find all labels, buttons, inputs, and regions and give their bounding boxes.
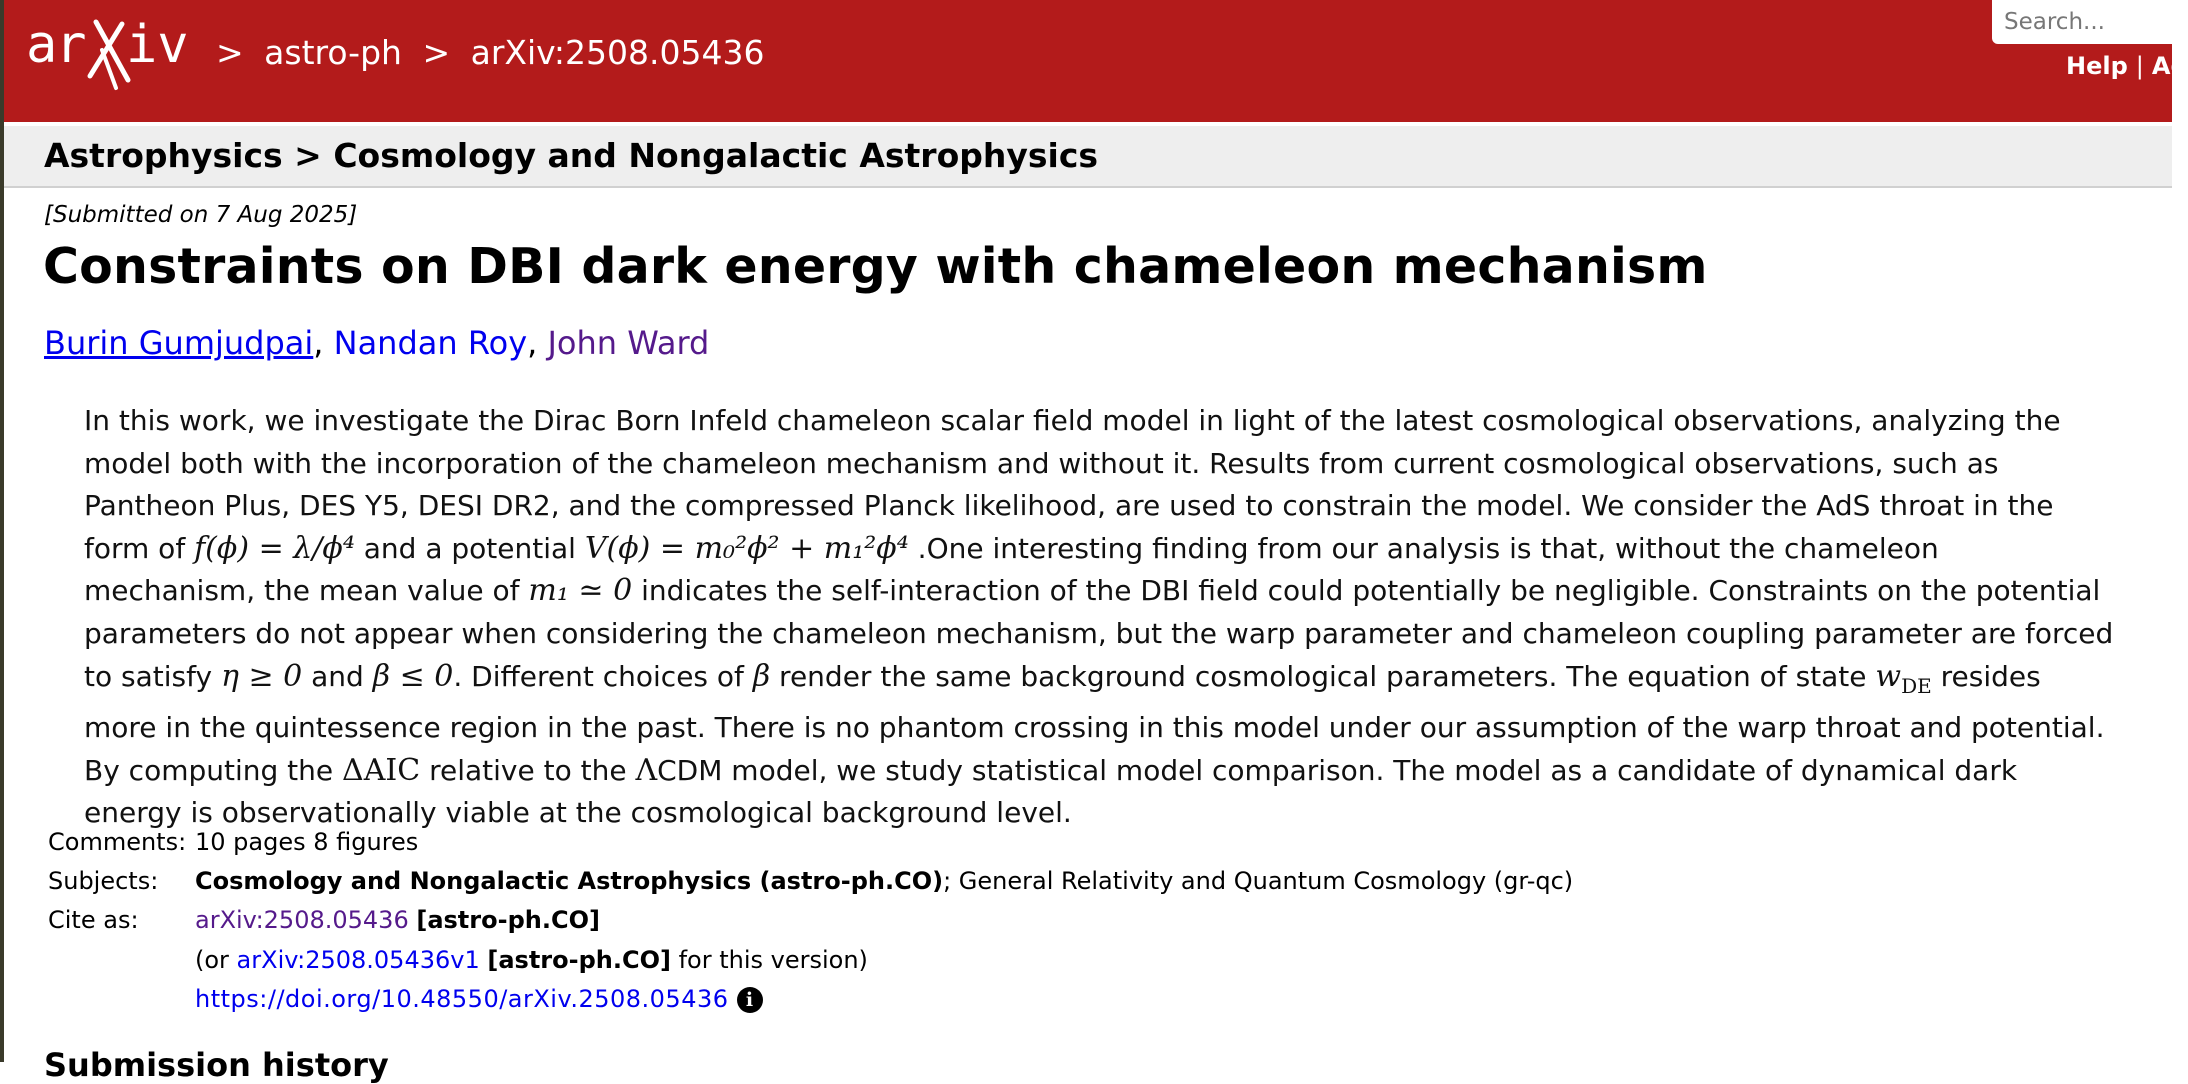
- submission-date: [Submitted on 7 Aug 2025]: [44, 202, 358, 228]
- svg-text:ar: ar: [26, 15, 85, 75]
- version-prefix: (or: [195, 946, 237, 974]
- abstract-text: CDM model, we study statistical model comparison. The model as a candidate of dynamical dark energy is observationally viable at the cosmological background level.: [84, 753, 2018, 830]
- abstract-text: and a potential: [354, 531, 585, 565]
- secondary-subjects: ; General Relativity and Quantum Cosmology (gr-qc): [943, 867, 1574, 895]
- help-link[interactable]: Help: [2066, 52, 2128, 80]
- author-link[interactable]: Burin Gumjudpai: [44, 324, 314, 362]
- math-wde: [1875, 658, 1932, 698]
- breadcrumb-separator: >: [422, 33, 451, 72]
- advanced-search-link[interactable]: Ad: [2151, 52, 2188, 80]
- svg-text:iv: iv: [126, 15, 189, 75]
- cite-value: [195, 906, 600, 934]
- search-input[interactable]: [1992, 0, 2176, 44]
- subjects-label: Subjects:: [48, 867, 159, 895]
- abstract-text: resides more in the quintessence region in the past. There is no phantom crossing in this model under our assumption of the warp throat and potential. By computing the: [84, 659, 2105, 787]
- comments-label: Comments:: [48, 828, 187, 856]
- version-suffix: for this version): [670, 946, 868, 974]
- site-header: [4, 0, 2188, 122]
- version-value: [195, 946, 868, 974]
- abstract: [84, 400, 2114, 835]
- cite-label: Cite as:: [48, 906, 139, 934]
- submission-history-heading: Submission history: [44, 1046, 389, 1084]
- abstract-text: .One interesting finding from our analysis is that, without the chameleon mechanism, the mean value of: [84, 531, 1939, 608]
- header-links: [2066, 52, 2188, 80]
- abstract-text: In this work, we investigate the Dirac Born Infeld chameleon scalar field model in light of the latest cosmological observations, analyzing the model both with the incorporation of the chameleon mechanism and without it. Results from current cosmological observations, such as Pantheon Plus, DES Y5, DESI DR2, and the compressed Planck likelihood, are used to constrain the model. We consider the AdS throat in the form of: [84, 404, 2061, 565]
- abstract-text: render the same background cosmological parameters. The equation of state: [770, 659, 1876, 693]
- cite-category: [astro-ph.CO]: [416, 906, 600, 934]
- math-m1: m₁ ≃ 0: [528, 573, 633, 609]
- breadcrumb-paper-id[interactable]: arXiv:2508.05436: [470, 33, 765, 72]
- version-link[interactable]: arXiv:2508.05436v1: [236, 946, 480, 974]
- breadcrumb-separator: >: [216, 33, 244, 72]
- subjects-value: [195, 867, 1573, 895]
- doi-value: [195, 985, 763, 1013]
- author-separator: ,: [527, 324, 538, 362]
- primary-subject: Cosmology and Nongalactic Astrophysics (astro-ph.CO): [195, 867, 944, 895]
- math-eta: η ≥ 0: [220, 658, 303, 694]
- abstract-text: . Different choices of: [453, 659, 753, 693]
- math-delta-aic: ΔAIC: [342, 752, 421, 788]
- math-de-subscript: DE: [1901, 673, 1932, 698]
- abstract-text: indicates the self-interaction of the DBI field could potentially be negligible. Constraints on the potential parameters do not appear when considering the chameleon mechanism, but the warp parameter and chameleon coupling parameter are forced to satisfy: [84, 574, 2114, 693]
- math-beta-constraint: β ≤ 0: [372, 658, 454, 694]
- link-separator: |: [2135, 52, 2144, 80]
- arxiv-logo[interactable]: [24, 14, 210, 94]
- math-lambda: Λ: [635, 752, 658, 788]
- comments-value: 10 pages 8 figures: [195, 828, 419, 856]
- cite-link[interactable]: arXiv:2508.05436: [195, 906, 409, 934]
- category-bar: [4, 122, 2172, 188]
- math-potential: V(ϕ) = m₀²ϕ² + m₁²ϕ⁴: [584, 530, 909, 566]
- breadcrumb: [216, 33, 774, 72]
- math-w: w: [1875, 658, 1902, 694]
- category-heading: Astrophysics > Cosmology and Nongalactic Astrophysics: [44, 136, 1099, 175]
- info-icon[interactable]: i: [737, 987, 763, 1013]
- author-separator: ,: [313, 324, 324, 362]
- math-throat: f(ϕ) = λ/ϕ⁴: [194, 530, 355, 566]
- doi-link[interactable]: https://doi.org/10.48550/arXiv.2508.05436: [195, 985, 729, 1013]
- abstract-text: relative to the: [420, 753, 636, 787]
- author-list: [44, 324, 709, 362]
- version-category: [astro-ph.CO]: [487, 946, 671, 974]
- breadcrumb-astro-ph[interactable]: astro-ph: [264, 33, 402, 72]
- paper-title: Constraints on DBI dark energy with chameleon mechanism: [43, 238, 1708, 295]
- author-link[interactable]: John Ward: [547, 324, 710, 362]
- author-link[interactable]: Nandan Roy: [333, 324, 528, 362]
- abstract-text: and: [302, 659, 373, 693]
- math-beta: β: [752, 658, 771, 694]
